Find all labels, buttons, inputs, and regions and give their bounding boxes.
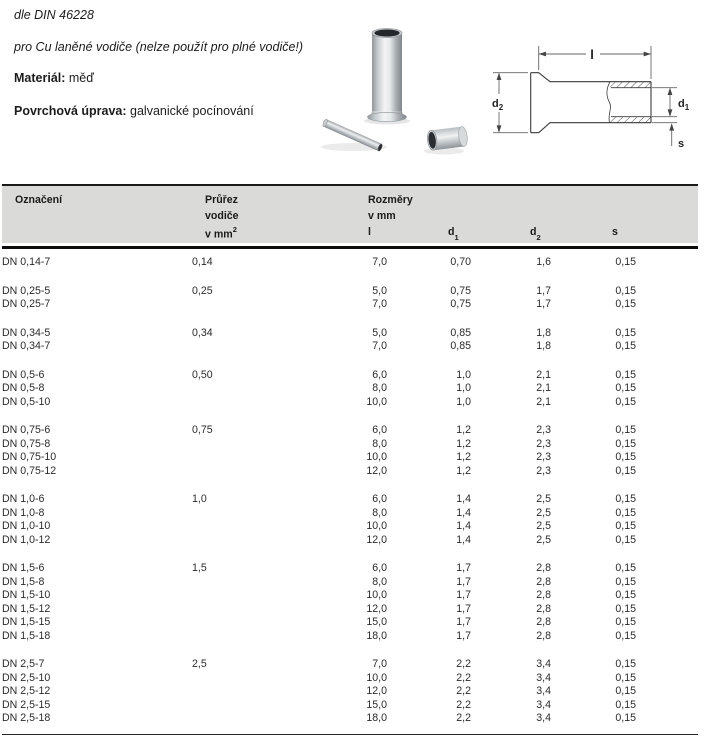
designation-cell: DN 1,0-8 [2,506,45,519]
dimension-drawing [488,18,705,170]
table-row [2,270,698,299]
d2-cell: 2,3 [536,437,551,450]
length-cell: 7,0 [372,340,387,352]
cross-section-cell [192,382,317,396]
s-cell: 0,15 [615,437,636,450]
table-row [2,396,698,410]
table-row [2,451,698,465]
table-row [2,534,698,548]
filler-cell [636,630,698,644]
d2-cell: 2,1 [536,368,551,381]
s-cell: 0,15 [615,326,636,339]
col-s-header: s [612,226,618,238]
cross-section-cell: 0,75 [192,424,213,436]
s-cell: 0,15 [615,602,636,615]
designation-cell: DN 0,5-10 [2,395,51,408]
d2-cell: 2,5 [536,533,551,546]
s-cell: 0,15 [615,562,636,574]
table-row [2,699,698,713]
s-cell: 0,15 [615,671,636,684]
designation-cell: DN 1,5-8 [2,575,45,588]
d1-cell: 1,7 [456,602,471,615]
table-row [2,576,698,590]
filler-cell [636,312,698,341]
material-line [14,71,94,85]
d2-cell: 2,8 [536,589,551,601]
designation-cell: DN 0,75-10 [2,451,57,463]
surface-label: Povrchová úprava: [14,104,127,118]
d1-cell: 1,0 [456,395,471,408]
table-body-wrap [2,252,698,726]
cross-section-cell [192,520,317,534]
s-cell: 0,15 [615,589,636,601]
col-d2-header: $d_2$ [530,226,541,243]
filler-cell [636,409,698,438]
d1-cell: 1,4 [456,520,471,532]
cross-section-cell [192,616,317,630]
col-dimensions-header-line2: v mm [368,210,396,222]
length-cell: 15,0 [366,698,387,711]
d1-cell: 2,2 [456,698,471,711]
designation-cell: DN 1,0-6 [2,493,45,505]
length-cell: 5,0 [372,284,387,297]
d1-cell: 1,2 [456,437,471,450]
dim-l-label: l [590,47,594,62]
length-cell: 12,0 [366,685,387,697]
table-row [2,438,698,452]
d2-cell: 2,5 [536,506,551,519]
designation-cell: DN 2,5-12 [2,685,51,697]
table-body [2,252,698,726]
table-row [2,465,698,479]
s-cell: 0,15 [615,629,636,642]
cross-section-cell: 0,14 [192,256,213,268]
cross-section-cell [192,685,317,699]
s-cell: 0,15 [615,256,636,268]
d1-cell: 1,4 [456,493,471,505]
s-cell: 0,15 [615,712,636,724]
s-cell: 0,15 [615,340,636,352]
d1-cell: 1,4 [456,533,471,546]
designation-cell: DN 2,5-18 [2,712,51,724]
s-cell: 0,15 [615,658,636,670]
cross-section-cell [192,340,317,354]
filler-cell [636,547,698,576]
designation-cell: DN 0,34-7 [2,340,51,352]
col-cross-section-header-line2: vodiče [205,210,239,222]
col-l-header: l [368,226,371,238]
filler-cell [636,340,698,354]
col-cross-section-header-line1: Průřez [205,194,238,206]
length-cell: 15,0 [366,616,387,628]
d2-cell: 2,8 [536,602,551,615]
designation-cell: DN 1,0-10 [2,520,51,532]
length-cell: 10,0 [366,589,387,601]
d2-cell: 3,4 [536,671,551,684]
d2-cell: 1,6 [536,256,551,268]
filler-cell [636,699,698,713]
length-cell: 8,0 [372,575,387,588]
dim-s-label: s [678,138,685,150]
s-cell: 0,15 [615,382,636,394]
d1-cell: 1,7 [456,629,471,642]
designation-cell: DN 0,34-5 [2,326,51,339]
s-cell: 0,15 [615,298,636,310]
cross-section-cell [192,589,317,603]
d2-cell: 2,8 [536,575,551,588]
d1-cell: 2,2 [456,712,471,724]
cross-section-cell [192,576,317,590]
length-cell: 12,0 [366,533,387,546]
designation-cell: DN 1,0-12 [2,533,51,546]
dim-d1-label: $d_1$ [678,98,690,112]
length-cell: 6,0 [372,368,387,381]
s-cell: 0,15 [615,506,636,519]
length-cell: 6,0 [372,562,387,574]
material-value: měď [65,71,94,85]
cross-section-cell: 0,34 [192,326,213,339]
d1-cell: 1,7 [456,616,471,628]
length-cell: 7,0 [372,658,387,670]
d2-cell: 2,3 [536,424,551,436]
d1-cell: 1,0 [456,368,471,381]
s-cell: 0,15 [615,698,636,711]
d1-cell: 1,2 [456,424,471,436]
table-row [2,507,698,521]
s-cell: 0,15 [615,395,636,408]
designation-cell: DN 0,75-6 [2,424,51,436]
d2-cell: 3,4 [536,712,551,724]
d2-cell: 2,8 [536,562,551,574]
length-cell: 10,0 [366,451,387,463]
table-row [2,298,698,312]
d2-cell: 2,8 [536,616,551,628]
col-dimensions-header-line1: Rozměry [368,194,413,206]
length-cell: 12,0 [366,602,387,615]
table-row [2,520,698,534]
col-designation-header: Označení [15,194,63,206]
filler-cell [636,603,698,617]
table-row [2,252,698,270]
length-cell: 18,0 [366,712,387,724]
filler-cell [636,354,698,383]
standard-reference: dle DIN 46228 [14,8,94,22]
designation-cell: DN 1,5-18 [2,629,51,642]
designation-cell: DN 0,25-5 [2,284,51,297]
ferrule-profile [531,73,651,133]
s-cell: 0,15 [615,368,636,381]
s-cell: 0,15 [615,493,636,505]
cross-section-cell: 2,5 [192,658,207,670]
filler-cell [636,712,698,726]
cross-section-cell [192,630,317,644]
d1-cell: 0,75 [450,284,471,297]
material-label: Materiál: [14,71,66,85]
wall-section-hatch [610,117,651,123]
d2-cell: 2,8 [536,629,551,642]
designation-cell: DN 1,5-15 [2,616,51,628]
table-header-rule [2,246,698,249]
cross-section-cell [192,298,317,312]
table-row [2,340,698,354]
filler-cell [636,534,698,548]
d1-cell: 1,2 [456,464,471,477]
length-cell: 6,0 [372,424,387,436]
cross-section-cell [192,396,317,410]
d2-cell: 2,1 [536,382,551,394]
surface-line [14,104,254,118]
table-row [2,672,698,686]
designation-cell: DN 1,5-12 [2,602,51,615]
cross-section-cell [192,699,317,713]
col-d1-header: $d_1$ [448,226,459,243]
filler-cell [636,616,698,630]
designation-cell: DN 2,5-7 [2,658,45,670]
cross-section-cell: 0,25 [192,284,213,297]
s-cell: 0,15 [615,575,636,588]
designation-cell: DN 0,75-12 [2,464,57,477]
filler-cell [636,576,698,590]
designation-cell: DN 1,5-6 [2,562,45,574]
table-row [2,547,698,576]
table-row [2,354,698,383]
cross-section-cell [192,534,317,548]
d1-cell: 1,7 [456,589,471,601]
table-row [2,603,698,617]
d2-cell: 3,4 [536,698,551,711]
filler-cell [636,465,698,479]
length-cell: 10,0 [366,671,387,684]
designation-cell: DN 0,5-8 [2,382,45,394]
dim-l [539,46,651,79]
d1-cell: 0,75 [450,298,471,310]
cross-section-cell [192,507,317,521]
length-cell: 7,0 [372,256,387,268]
designation-cell: DN 0,25-7 [2,298,51,310]
d2-cell: 2,1 [536,395,551,408]
dim-d1 [652,88,677,117]
filler-cell [636,507,698,521]
d2-cell: 3,4 [536,658,551,670]
ferrule-table [2,252,698,726]
s-cell: 0,15 [615,424,636,436]
d1-cell: 2,2 [456,671,471,684]
cross-section-cell: 0,50 [192,368,213,381]
d2-cell: 2,5 [536,493,551,505]
usage-note: pro Cu laněné vodiče (nelze použít pro plné vodiče!) [14,40,304,54]
table-bottom-rule [2,734,698,735]
d2-cell: 1,7 [536,298,551,310]
cross-section-cell [192,712,317,726]
filler-cell [636,252,698,270]
filler-cell [636,643,698,672]
short-ferrule [426,126,468,151]
d1-cell: 1,7 [456,575,471,588]
length-cell: 8,0 [372,506,387,519]
surface-value: galvanické pocínování [126,104,254,118]
table-row [2,589,698,603]
filler-cell [636,685,698,699]
table-row [2,712,698,726]
d1-cell: 2,2 [456,685,471,697]
table-row [2,616,698,630]
table-row [2,630,698,644]
table-row [2,478,698,507]
s-cell: 0,15 [615,451,636,463]
length-cell: 18,0 [366,629,387,642]
d2-cell: 1,7 [536,284,551,297]
filler-cell [636,270,698,299]
cross-section-cell: 1,0 [192,493,207,505]
table-header [2,186,698,243]
d1-cell: 1,0 [456,382,471,394]
d1-cell: 2,2 [456,658,471,670]
table-row [2,643,698,672]
cross-section-cell [192,438,317,452]
filler-cell [636,438,698,452]
cross-section-cell: 1,5 [192,562,207,574]
length-cell: 8,0 [372,382,387,394]
designation-cell: DN 2,5-10 [2,671,51,684]
length-cell: 12,0 [366,464,387,477]
filler-cell [636,478,698,507]
cross-section-cell [192,451,317,465]
length-cell: 6,0 [372,493,387,505]
table-row [2,312,698,341]
ferrules-photo [305,5,475,167]
cross-section-cell [192,465,317,479]
filler-cell [636,672,698,686]
filler-cell [636,520,698,534]
dim-d2-label: $d_2$ [492,98,504,112]
d1-cell: 1,7 [456,562,471,574]
filler-cell [636,396,698,410]
cross-section-cell [192,603,317,617]
d2-cell: 2,3 [536,464,551,477]
table-row [2,685,698,699]
length-cell: 10,0 [366,395,387,408]
cross-section-cell [192,672,317,686]
wall-section-hatch [610,82,651,88]
designation-cell: DN 0,5-6 [2,368,45,381]
s-cell: 0,15 [615,685,636,697]
s-cell: 0,15 [615,284,636,297]
d2-cell: 2,5 [536,520,551,532]
d1-cell: 1,4 [456,506,471,519]
filler-cell [636,382,698,396]
designation-cell: DN 0,14-7 [2,256,51,268]
designation-cell: DN 1,5-10 [2,589,51,601]
tall-ferrule [368,29,407,122]
col-cross-section-unit: v $mm^2$ [205,225,237,241]
length-cell: 10,0 [366,520,387,532]
s-cell: 0,15 [615,533,636,546]
filler-cell [636,451,698,465]
s-cell: 0,15 [615,616,636,628]
s-cell: 0,15 [615,520,636,532]
table-row [2,409,698,438]
filler-cell [636,589,698,603]
designation-cell: DN 2,5-15 [2,698,51,711]
d2-cell: 2,3 [536,451,551,463]
length-cell: 7,0 [372,298,387,310]
length-cell: 5,0 [372,326,387,339]
d1-cell: 0,70 [450,256,471,268]
d2-cell: 3,4 [536,685,551,697]
table-row [2,382,698,396]
designation-cell: DN 0,75-8 [2,437,51,450]
d1-cell: 1,2 [456,451,471,463]
dim-s [652,123,677,146]
d2-cell: 1,8 [536,340,551,352]
d2-cell: 1,8 [536,326,551,339]
s-cell: 0,15 [615,464,636,477]
length-cell: 8,0 [372,437,387,450]
d1-cell: 0,85 [450,340,471,352]
filler-cell [636,298,698,312]
d1-cell: 0,85 [450,326,471,339]
